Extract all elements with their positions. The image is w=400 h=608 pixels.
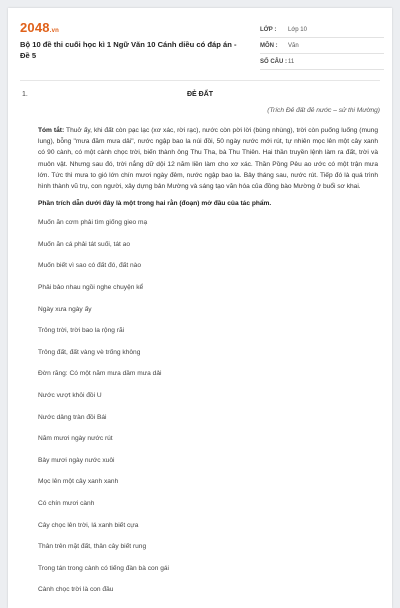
meta-key: LỚP : bbox=[260, 26, 277, 33]
verse-line: Mọc lên một cây xanh xanh bbox=[38, 478, 119, 486]
summary-text: Thuở ấy, khi đất còn pạc lạc (xơ xác, rời rạc), nước còn pời lời (bùng nhùng), trời còn puống luống (mung lung), bỗng "mưa đăm mưa dải", nước ngập bao la núi đồi, 50 ngày nước mới rút, tự nhiên mọc lên một cây xanh có 90 cành, có một cành chọc trời, biến thành ông Thu Tha, bà Thu Thiên. Hai thần truyền lệnh làm ra đất, trời và muôn vật. Nhưng sau đó, trời nắng dữ dội 12 năm liền làm cho xơ xác. Thần Pồng Pêu ao ước có một trận mưa lớn. Tức thì mưa to gió lớn chín mươi ngày đêm, nước ngập bao la. Bảy tháng sau, nước rút. Tiếp đó là quá trình hình thành vũ trụ, con người, xây dựng bản Mường và sáng tạo văn hóa của đồng bào Mường ở buổi sơ khai. bbox=[38, 127, 379, 191]
verse-line: Nước vượt khỏi đồi U bbox=[38, 391, 102, 399]
document-header bbox=[20, 18, 380, 76]
verse-line: Thân trên mặt đất, thân cây biết rung bbox=[38, 543, 147, 551]
verse-line: Năm mươi ngày nước rút bbox=[38, 435, 113, 443]
meta-key: MÔN : bbox=[260, 42, 278, 49]
verse-line: Nước dâng tràn đồi Bái bbox=[38, 413, 107, 421]
meta-row-class bbox=[260, 22, 384, 38]
question-number: 1. bbox=[22, 91, 28, 98]
header-divider bbox=[20, 80, 380, 81]
verse-line: Phải bảo nhau ngồi nghe chuyện kể bbox=[38, 284, 144, 291]
document-page bbox=[8, 8, 392, 608]
verse-line: Có chín mươi cành bbox=[38, 499, 95, 507]
verse-line: Trông đất, đất vàng vè trống không bbox=[38, 348, 141, 356]
meta-value: 11 bbox=[288, 58, 295, 65]
verse-line: Trông trời, trời bao la rộng rãi bbox=[38, 327, 125, 335]
summary-paragraph bbox=[38, 125, 378, 192]
source-citation: (Trích Đẻ đất đẻ nước – sử thi Mường) bbox=[267, 107, 380, 114]
verse-line: Trong tán trong cành có tiếng đàn bà con gái bbox=[38, 564, 169, 572]
verse-line: Ngày xưa ngày ấy bbox=[38, 305, 92, 313]
meta-value: Văn bbox=[288, 42, 299, 49]
question-body bbox=[38, 125, 378, 601]
meta-value: Lớp 10 bbox=[288, 26, 307, 33]
meta-row-subject bbox=[260, 38, 384, 54]
meta-table bbox=[260, 22, 384, 70]
site-logo[interactable]: 2048.vn bbox=[20, 20, 60, 35]
verse-line: Muốn biết vì sao có đất đó, đất nào bbox=[38, 262, 142, 270]
document-title: Bộ 10 đề thi cuối học kì 1 Ngữ Văn 10 Cánh diều có đáp án - Đề 5 bbox=[20, 40, 237, 60]
instruction-text: Phần trích dẫn dưới đây là một trong hai rằn (đoạn) mở đầu của tác phẩm. bbox=[38, 200, 272, 208]
verse-line: Bảy mươi ngày nước xuôi bbox=[38, 456, 115, 464]
summary-label: Tóm tắt: bbox=[38, 127, 65, 134]
verse-line: Muốn ăn cá phải tát suối, tát ao bbox=[38, 240, 131, 248]
question-title: ĐẺ ĐẤT bbox=[186, 91, 214, 98]
meta-row-question-count bbox=[260, 54, 384, 70]
verse-line: Đờn răng: Có một năm mưa dầm mưa dải bbox=[38, 370, 162, 378]
meta-key: SỐ CÂU : bbox=[260, 58, 287, 65]
verse-line: Cây chọc lên trời, lá xanh biết cựa bbox=[38, 521, 139, 529]
verse-line: Cành chọc trời là con đầu bbox=[38, 586, 114, 594]
verse-list bbox=[38, 212, 378, 601]
verse-line: Muốn ăn cơm phải tìm giống gieo mạ bbox=[38, 219, 148, 227]
